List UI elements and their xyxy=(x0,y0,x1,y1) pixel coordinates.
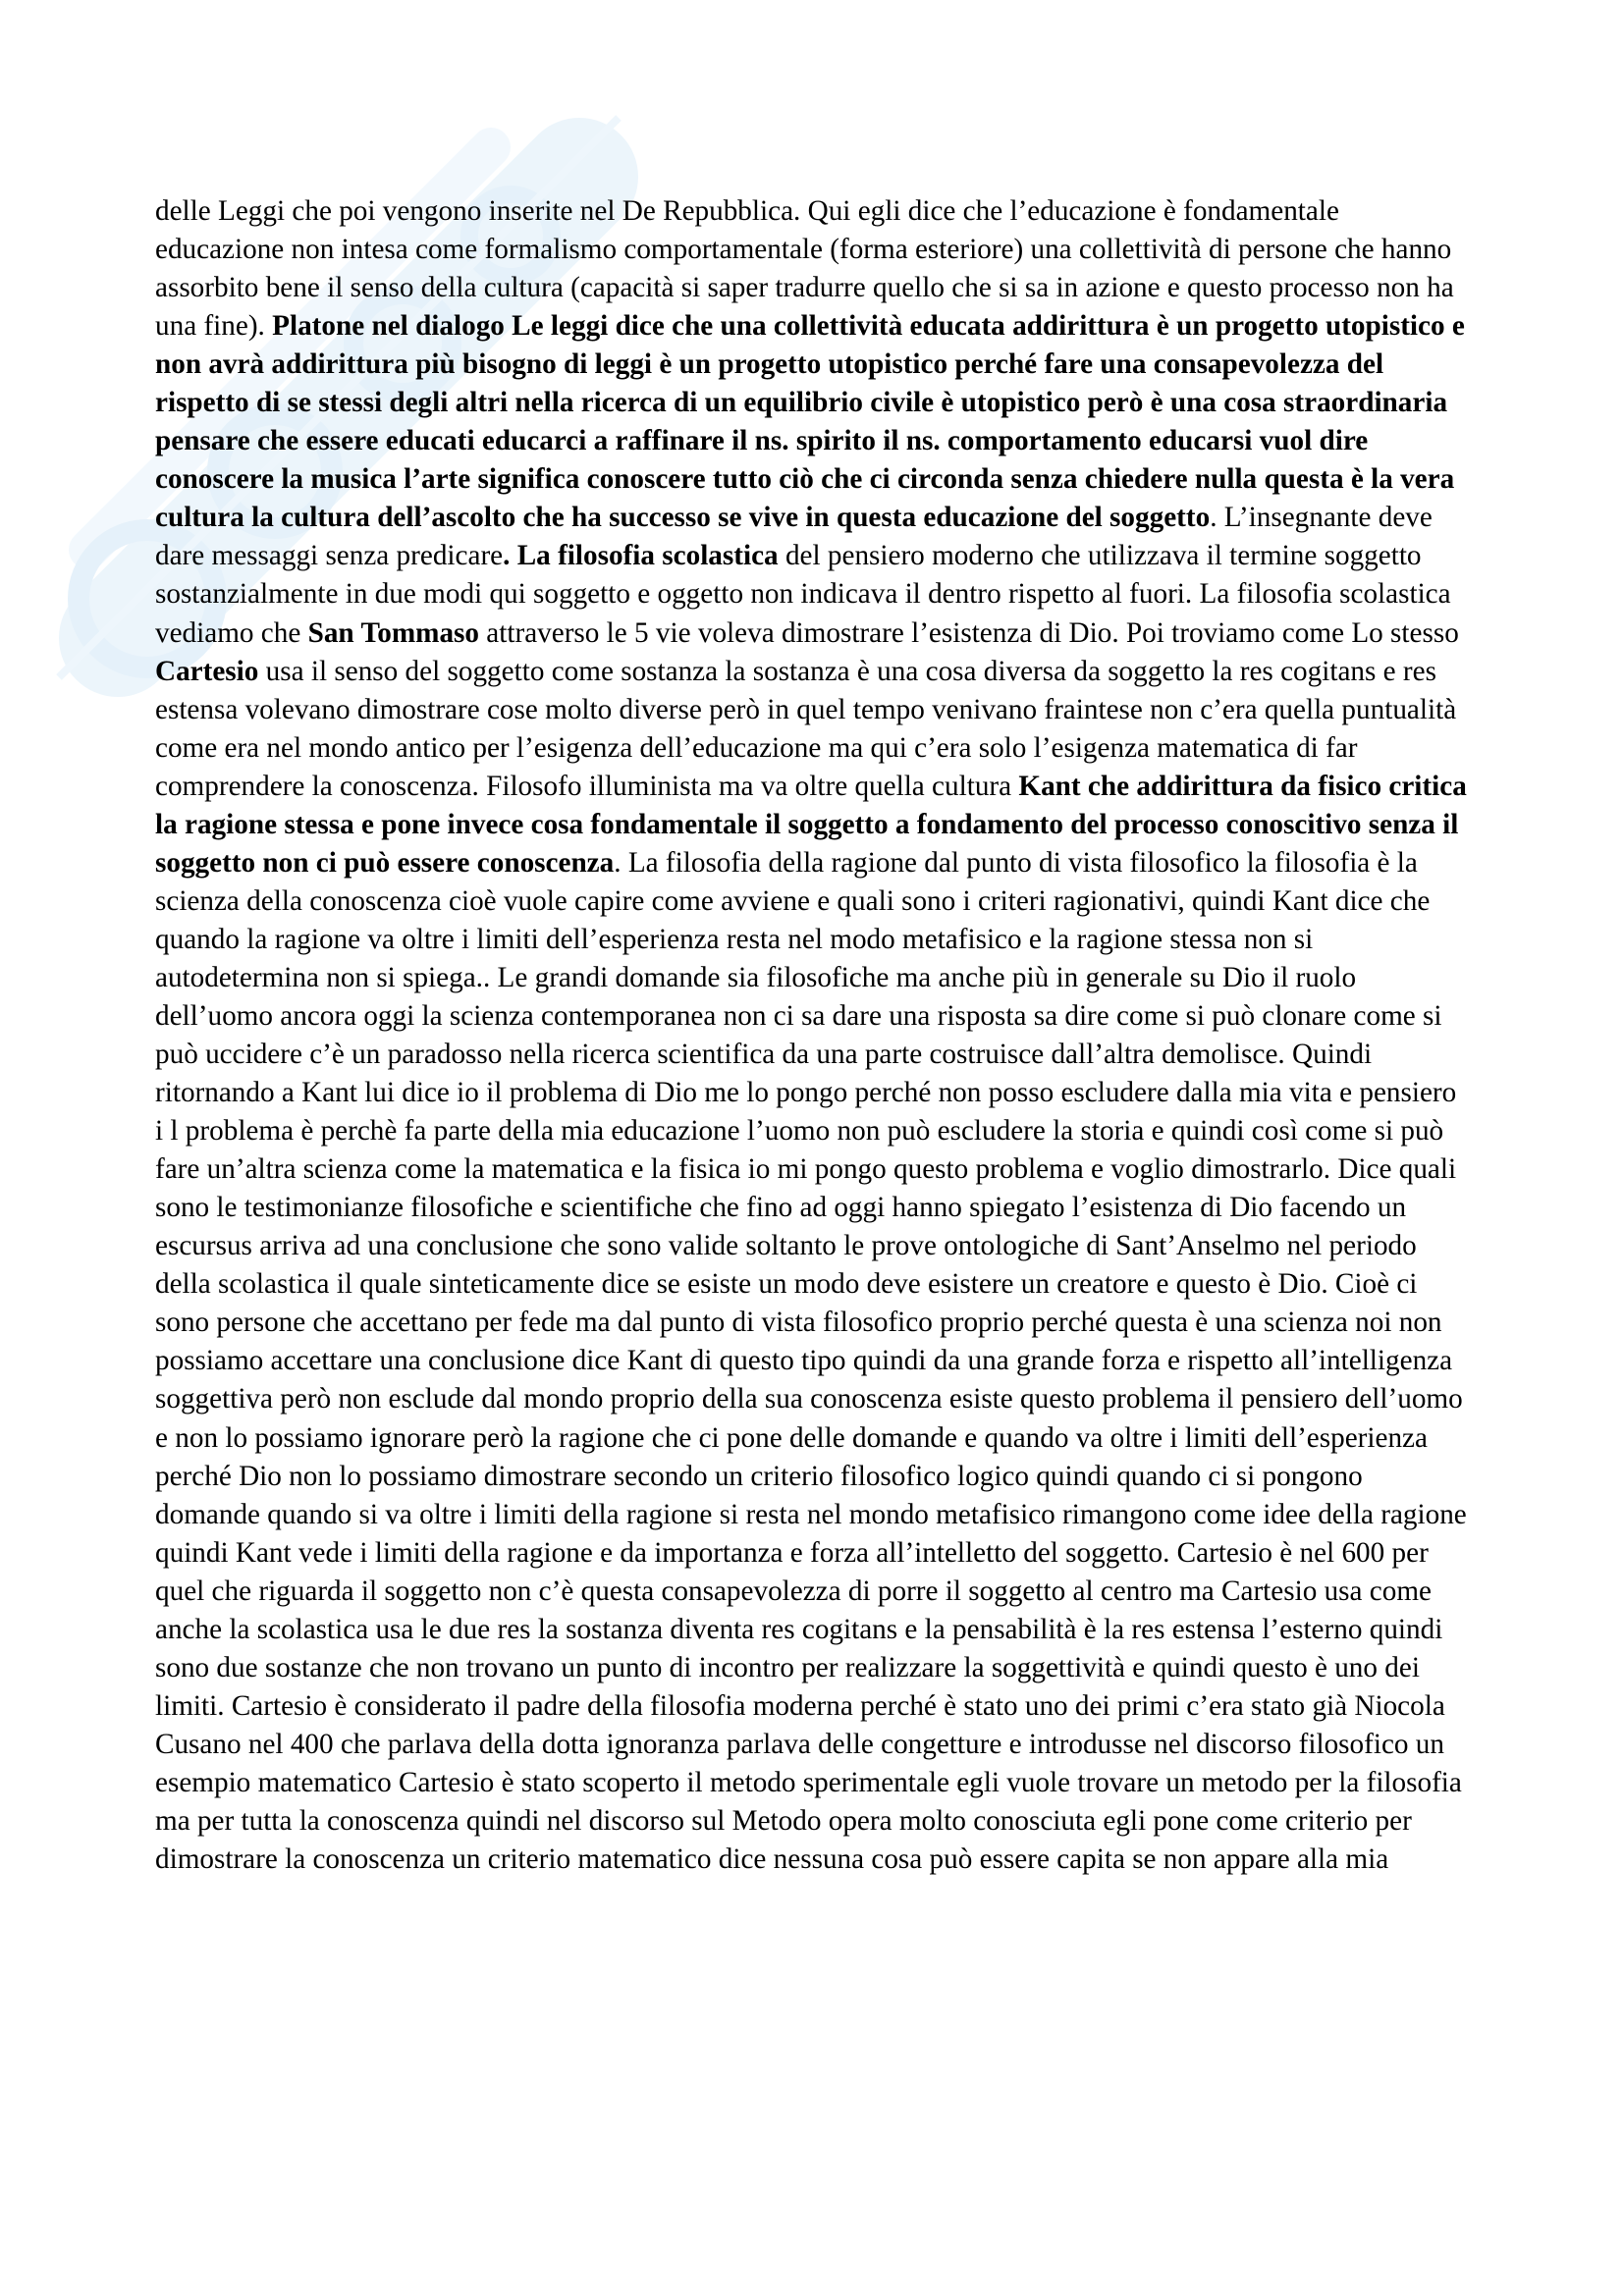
bold-text-run: San Tommaso xyxy=(307,616,479,649)
text-run: usa il senso del soggetto come sostanza la sostanza è una cosa diversa da soggetto la res cogitans e res estensa volevano dimostrare cose molto diverse però in quel tempo venivano fraintese non c’era quella puntualità come era nel mondo antico per l’esigenza dell’educazione ma qui c’era solo l’esigenza matematica di far comprendere la conoscenza. Filosofo illuminista ma va oltre quella cultura xyxy=(155,655,1457,802)
text-run: delle Leggi che poi vengono inserite nel De Repubblica. Qui egli dice che l’educazione è fondamentale educazione non intesa come formalismo comportamentale (forma esteriore) una collettività di persone che hanno assorbito bene il senso della cultura (capacità si saper tradurre quello che si sa in azione e questo processo non ha una fine). xyxy=(155,195,1454,343)
bold-text-run: . La filosofia scolastica xyxy=(503,540,779,572)
text-run: . L’insegnante deve dare messaggi senza predicare xyxy=(155,502,1433,572)
text-run: del pensiero moderno che utilizzava il termine soggetto sostanzialmente in due modi qui soggetto e oggetto non indicava il dentro rispetto al fuori. La filosofia scolastica vediamo che xyxy=(155,540,1451,649)
text-run: . La filosofia della ragione dal punto di vista filosofico la filosofia è la scienza della conoscenza cioè vuole capire come avviene e quali sono i criteri ragionativi, quindi Kant dice che quando la ragione va oltre i limiti dell’esperienza resta nel modo metafisico e la ragione stessa non si autodetermina non si spiega.. Le grandi domande sia filosofiche ma anche più in generale su Dio il ruolo dell’uomo ancora oggi la scienza contemporanea non ci sa dare una risposta sa dire come si può clonare come si può uccidere c’è un paradosso nella ricerca scientifica da una parte costruisce dall’altra demolisce. Quindi ritornando a Kant lui dice io il problema di Dio me lo pongo perché non posso escludere dalla mia vita e pensiero i l problema è perchè fa parte della mia educazione l’uomo non può escludere la storia e quindi così come si può fare un’altra scienza come la matematica e la fisica io mi pongo questo problema e voglio dimostrarlo. Dice quali sono le testimonianze filosofiche e scientifiche che fino ad oggi hanno spiegato l’esistenza di Dio facendo un escursus arriva ad una conclusione che sono valide soltanto le prove ontologiche di Sant’Anselmo nel periodo della scolastica il quale sinteticamente dice se esiste un modo deve esistere un creatore e questo è Dio. Cioè ci sono persone che accettano per fede ma dal punto di vista filosofico proprio perché questa è una scienza noi non possiamo accettare una conclusione dice Kant di questo tipo quindi da una grande forza e rispetto all’intelligenza soggettiva però non esclude dal mondo proprio della sua conoscenza esiste questo problema il pensiero dell’uomo e non lo possiamo ignorare però la ragione che ci pone delle domande e quando va oltre i limiti dell’esperienza perché Dio non lo possiamo dimostrare secondo un criterio filosofico logico quindi quando ci si pongono domande quando si va oltre i limiti della ragione si resta nel mondo metafisico rimangono come idee della ragione quindi Kant vede i limiti della ragione e da importanza e forza all’intelletto del soggetto. Cartesio è nel 600 per quel che riguarda il soggetto non c’è questa consapevolezza di porre il soggetto al centro ma Cartesio usa come anche la scolastica usa le due res la sostanza diventa res cogitans e la pensabilità è la res estensa l’esterno quindi sono due sostanze che non trovano un punto di incontro per realizzare la soggettività e quindi questo è uno dei limiti. Cartesio è considerato il padre della filosofia moderna perché è stato uno dei primi c’era stato già Niocola Cusano nel 400 che parlava della dotta ignoranza parlava delle congetture e introdusse nel discorso filosofico un esempio matematico Cartesio è stato scoperto il metodo sperimentale egli vuole trovare un metodo per la filosofia ma per tutta la conoscenza quindi nel discorso sul Metodo opera molto conosciuta egli pone come criterio per dimostrare la conoscenza un criterio matematico dice nessuna cosa può essere capita se non appare alla mia xyxy=(155,846,1467,1876)
text-run: attraverso le 5 vie voleva dimostrare l’esistenza di Dio. Poi troviamo come Lo stesso xyxy=(479,616,1459,649)
bold-text-run: Kant che addirittura da fisico critica la ragione stessa e pone invece cosa fondamentale il soggetto a fondamento del processo conoscitivo senza il soggetto non ci può essere conoscenza xyxy=(155,770,1467,879)
document-body-text xyxy=(155,192,1471,1879)
bold-text-run: Platone nel dialogo Le leggi dice che una collettività educata addirittura è un progetto utopistico e non avrà addirittura più bisogno di leggi è un progetto utopistico perché fare una consapevolezza del rispetto di se stessi degli altri nella ricerca di un equilibrio civile è utopistico però è una cosa straordinaria pensare che essere educati educarci a raffinare il ns. spirito il ns. comportamento educarsi vuol dire conoscere la musica l’arte significa conoscere tutto ciò che ci circonda senza chiedere nulla questa è la vera cultura la cultura dell’ascolto che ha successo se vive in questa educazione del soggetto xyxy=(155,310,1465,534)
bold-text-run: Cartesio xyxy=(155,655,259,687)
